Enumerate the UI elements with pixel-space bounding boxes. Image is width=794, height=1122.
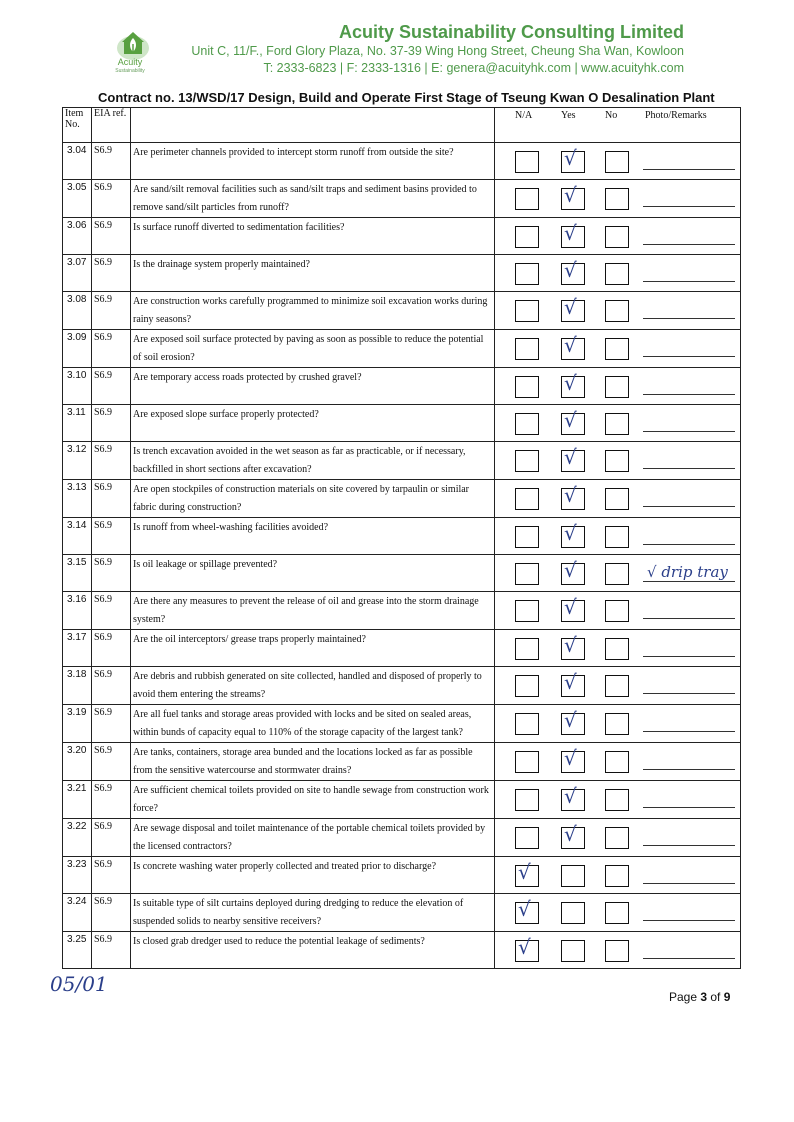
row-answers	[495, 555, 741, 592]
checkmark-icon: √	[564, 258, 577, 282]
checkbox-yes[interactable]	[561, 146, 585, 173]
checkbox-yes[interactable]	[561, 221, 585, 248]
row-item-number: 3.04	[63, 143, 92, 180]
checkbox-no[interactable]	[605, 827, 629, 849]
checkmark-icon: √	[564, 333, 577, 357]
row-question: Are exposed slope surface properly protected?	[131, 405, 495, 442]
row-question: Are tanks, containers, storage area bunded and the locations locked as far as possible from the sensitive watercourse and stormwater drains?	[131, 743, 495, 781]
remarks-line[interactable]	[643, 883, 735, 884]
checkbox-yes[interactable]	[561, 633, 585, 660]
checkbox-yes[interactable]	[561, 521, 585, 548]
checkbox-na[interactable]	[515, 226, 539, 248]
checkbox-yes[interactable]	[561, 408, 585, 435]
header-na: N/A	[515, 110, 533, 121]
checkbox-no[interactable]	[605, 751, 629, 773]
table-row	[63, 819, 741, 857]
table-row	[63, 667, 741, 705]
checkbox-na[interactable]	[515, 488, 539, 510]
table-row	[63, 592, 741, 630]
row-answers	[495, 667, 741, 705]
row-eia-ref: S6.9	[92, 368, 131, 405]
checkmark-icon: √	[564, 221, 577, 245]
checkbox-no[interactable]	[605, 940, 629, 962]
checkmark-icon: √	[564, 633, 577, 657]
row-eia-ref: S6.9	[92, 405, 131, 442]
checkbox-yes[interactable]	[561, 558, 585, 585]
table-row	[63, 894, 741, 932]
checkbox-yes[interactable]	[561, 784, 585, 811]
table-row	[63, 218, 741, 255]
remarks-line[interactable]	[643, 169, 735, 170]
row-answers	[495, 180, 741, 218]
row-question: Is suitable type of silt curtains deployed during dredging to reduce the elevation of suspended solids to nearby sensitive receivers?	[131, 894, 495, 932]
page-prefix: Page	[669, 990, 701, 1004]
logo-wordmark	[100, 58, 160, 76]
row-answers	[495, 630, 741, 667]
checkbox-na[interactable]	[515, 935, 539, 962]
row-answers	[495, 857, 741, 894]
table-row	[63, 857, 741, 894]
row-question: Are open stockpiles of construction materials on site covered by tarpaulin or similar fabric during construction?	[131, 480, 495, 518]
remarks-line[interactable]	[643, 693, 735, 694]
row-item-number: 3.23	[63, 857, 92, 894]
remarks-line[interactable]	[643, 356, 735, 357]
row-question: Is oil leakage or spillage prevented?	[131, 555, 495, 592]
header-eia: EIA ref.	[92, 108, 131, 143]
remarks-line[interactable]	[643, 731, 735, 732]
row-question: Is closed grab dredger used to reduce the potential leakage of sediments?	[131, 932, 495, 969]
checkbox-no[interactable]	[605, 263, 629, 285]
table-row	[63, 292, 741, 330]
checkmark-icon: √	[564, 408, 577, 432]
checkbox-no[interactable]	[605, 526, 629, 548]
checkmark-icon: √	[564, 558, 577, 582]
checkbox-yes[interactable]	[561, 258, 585, 285]
row-question: Is surface runoff diverted to sedimentation facilities?	[131, 218, 495, 255]
checklist-table	[62, 107, 741, 969]
row-question: Are temporary access roads protected by crushed gravel?	[131, 368, 495, 405]
table-row	[63, 932, 741, 969]
checkmark-icon: √	[564, 295, 577, 319]
table-row	[63, 743, 741, 781]
row-item-number: 3.06	[63, 218, 92, 255]
row-question: Are construction works carefully programmed to minimize soil excavation works during rainy seasons?	[131, 292, 495, 330]
remarks-line[interactable]	[643, 206, 735, 207]
row-eia-ref: S6.9	[92, 857, 131, 894]
checkmark-icon: √	[564, 822, 577, 846]
checkbox-yes[interactable]	[561, 902, 585, 924]
remarks-line[interactable]	[643, 581, 735, 582]
checkmark-icon: √	[564, 521, 577, 545]
checkbox-yes[interactable]	[561, 822, 585, 849]
logo-subtext: Sustainability	[115, 68, 145, 74]
checkmark-icon: √	[564, 371, 577, 395]
checkbox-na[interactable]	[515, 151, 539, 173]
table-row	[63, 781, 741, 819]
logo-text: Acuity	[117, 57, 143, 67]
remark-text: √ drip tray	[647, 563, 728, 581]
checkbox-na[interactable]	[515, 563, 539, 585]
row-item-number: 3.05	[63, 180, 92, 218]
remarks-line[interactable]	[643, 318, 735, 319]
row-answers	[495, 255, 741, 292]
header-question	[131, 108, 495, 143]
company-contact: T: 2333-6823 | F: 2333-1316 | E: genera@acuityhk.com | www.acuityhk.com	[263, 61, 684, 75]
row-answers	[495, 143, 741, 180]
checkmark-icon: √	[518, 897, 531, 921]
row-question: Are the oil interceptors/ grease traps properly maintained?	[131, 630, 495, 667]
checkbox-na[interactable]	[515, 526, 539, 548]
checkbox-na[interactable]	[515, 300, 539, 322]
checkmark-icon: √	[564, 784, 577, 808]
checkbox-no[interactable]	[605, 600, 629, 622]
checklist-rows	[63, 143, 741, 969]
checkbox-no[interactable]	[605, 413, 629, 435]
checkbox-na[interactable]	[515, 827, 539, 849]
row-eia-ref: S6.9	[92, 592, 131, 630]
remarks-line[interactable]	[643, 244, 735, 245]
checkbox-no[interactable]	[605, 300, 629, 322]
header-yes: Yes	[561, 110, 576, 121]
checkbox-yes[interactable]	[561, 746, 585, 773]
row-answers	[495, 932, 741, 969]
page-sep: of	[707, 990, 724, 1004]
checkbox-na[interactable]	[515, 713, 539, 735]
row-question: Are debris and rubbish generated on site collected, handled and disposed of properly to avoid them entering the streams?	[131, 667, 495, 705]
checkbox-no[interactable]	[605, 188, 629, 210]
row-question: Are exposed soil surface protected by paving as soon as possible to reduce the potential of soil erosion?	[131, 330, 495, 368]
checkmark-icon: √	[564, 183, 577, 207]
checkmark-icon: √	[564, 146, 577, 170]
row-answers	[495, 405, 741, 442]
contract-title: Contract no. 13/WSD/17 Design, Build and Operate First Stage of Tseung Kwan O Desalination Plant	[98, 90, 715, 105]
checkbox-no[interactable]	[605, 151, 629, 173]
checkbox-na[interactable]	[515, 263, 539, 285]
checkbox-na[interactable]	[515, 413, 539, 435]
checkbox-yes[interactable]	[561, 371, 585, 398]
row-eia-ref: S6.9	[92, 781, 131, 819]
header-row	[63, 108, 741, 143]
row-item-number: 3.11	[63, 405, 92, 442]
remarks-line[interactable]	[643, 769, 735, 770]
table-row	[63, 405, 741, 442]
row-item-number: 3.17	[63, 630, 92, 667]
row-eia-ref: S6.9	[92, 330, 131, 368]
checkbox-no[interactable]	[605, 488, 629, 510]
table-row	[63, 368, 741, 405]
checkmark-icon: √	[564, 670, 577, 694]
table-row	[63, 555, 741, 592]
row-eia-ref: S6.9	[92, 180, 131, 218]
row-item-number: 3.14	[63, 518, 92, 555]
row-eia-ref: S6.9	[92, 218, 131, 255]
table-row	[63, 180, 741, 218]
checkbox-yes[interactable]	[561, 333, 585, 360]
row-item-number: 3.09	[63, 330, 92, 368]
row-item-number: 3.15	[63, 555, 92, 592]
page-number	[669, 990, 730, 1004]
table-row	[63, 518, 741, 555]
row-eia-ref: S6.9	[92, 255, 131, 292]
row-item-number: 3.19	[63, 705, 92, 743]
checkbox-na[interactable]	[515, 376, 539, 398]
checkmark-icon: √	[564, 483, 577, 507]
checkmark-icon: √	[564, 708, 577, 732]
remarks-line[interactable]	[643, 656, 735, 657]
row-eia-ref: S6.9	[92, 292, 131, 330]
checkmark-icon: √	[564, 595, 577, 619]
row-answers	[495, 819, 741, 857]
row-question: Is concrete washing water properly collected and treated prior to discharge?	[131, 857, 495, 894]
table-row	[63, 480, 741, 518]
remarks-line[interactable]	[643, 845, 735, 846]
checkbox-no[interactable]	[605, 902, 629, 924]
remarks-line[interactable]	[643, 394, 735, 395]
checkmark-icon: √	[518, 860, 531, 884]
row-answers	[495, 518, 741, 555]
row-question: Are sufficient chemical toilets provided on site to handle sewage from construction work force?	[131, 781, 495, 819]
row-answers	[495, 705, 741, 743]
row-answers	[495, 743, 741, 781]
row-eia-ref: S6.9	[92, 705, 131, 743]
row-question: Is trench excavation avoided in the wet season as far as practicable, or if necessary, backfilled in short sections after excavation?	[131, 442, 495, 480]
row-item-number: 3.21	[63, 781, 92, 819]
row-answers	[495, 442, 741, 480]
checkbox-yes[interactable]	[561, 595, 585, 622]
row-item-number: 3.08	[63, 292, 92, 330]
header-remarks: Photo/Remarks	[645, 110, 707, 121]
row-eia-ref: S6.9	[92, 442, 131, 480]
checkbox-na[interactable]	[515, 789, 539, 811]
checkbox-no[interactable]	[605, 338, 629, 360]
checkbox-no[interactable]	[605, 713, 629, 735]
row-question: Are perimeter channels provided to intercept storm runoff from outside the site?	[131, 143, 495, 180]
checkbox-na[interactable]	[515, 450, 539, 472]
checkbox-no[interactable]	[605, 638, 629, 660]
row-question: Are all fuel tanks and storage areas provided with locks and be sited on sealed areas, within bunds of capacity equal to 110% of the storage capacity of the largest tank?	[131, 705, 495, 743]
row-answers	[495, 292, 741, 330]
page-total: 9	[723, 990, 731, 1004]
remarks-line[interactable]	[643, 920, 735, 921]
row-item-number: 3.24	[63, 894, 92, 932]
row-item-number: 3.07	[63, 255, 92, 292]
remarks-line[interactable]	[643, 958, 735, 959]
checkbox-no[interactable]	[605, 376, 629, 398]
row-eia-ref: S6.9	[92, 743, 131, 781]
row-eia-ref: S6.9	[92, 555, 131, 592]
checkbox-na[interactable]	[515, 600, 539, 622]
company-name: Acuity Sustainability Consulting Limited	[338, 22, 684, 42]
remarks-line[interactable]	[643, 468, 735, 469]
table-row	[63, 143, 741, 180]
checkbox-na[interactable]	[515, 897, 539, 924]
remarks-line[interactable]	[643, 506, 735, 507]
checkbox-yes[interactable]	[561, 708, 585, 735]
table-row	[63, 442, 741, 480]
checkmark-icon: √	[564, 445, 577, 469]
row-item-number: 3.18	[63, 667, 92, 705]
row-item-number: 3.20	[63, 743, 92, 781]
row-item-number: 3.12	[63, 442, 92, 480]
row-answers	[495, 781, 741, 819]
checklist-sheet	[62, 107, 740, 959]
checkmark-icon: √	[518, 935, 531, 959]
row-answers	[495, 330, 741, 368]
table-row	[63, 630, 741, 667]
checkbox-na[interactable]	[515, 338, 539, 360]
row-item-number: 3.13	[63, 480, 92, 518]
row-eia-ref: S6.9	[92, 143, 131, 180]
checkbox-yes[interactable]	[561, 183, 585, 210]
header-answers	[495, 108, 741, 143]
row-question: Are sand/silt removal facilities such as sand/silt traps and sediment basins provided to remove sand/silt particles from runoff?	[131, 180, 495, 218]
row-eia-ref: S6.9	[92, 819, 131, 857]
checkbox-yes[interactable]	[561, 865, 585, 887]
row-eia-ref: S6.9	[92, 932, 131, 969]
table-row	[63, 330, 741, 368]
row-question: Is runoff from wheel-washing facilities avoided?	[131, 518, 495, 555]
remarks-line[interactable]	[643, 431, 735, 432]
page-current: 3	[700, 990, 708, 1004]
checkbox-yes[interactable]	[561, 670, 585, 697]
table-row	[63, 705, 741, 743]
row-answers	[495, 592, 741, 630]
row-eia-ref: S6.9	[92, 894, 131, 932]
table-row	[63, 255, 741, 292]
row-eia-ref: S6.9	[92, 518, 131, 555]
checkbox-no[interactable]	[605, 789, 629, 811]
checkbox-yes[interactable]	[561, 483, 585, 510]
checkbox-yes[interactable]	[561, 940, 585, 962]
checkbox-na[interactable]	[515, 638, 539, 660]
row-answers	[495, 218, 741, 255]
remarks-line[interactable]	[643, 807, 735, 808]
row-eia-ref: S6.9	[92, 480, 131, 518]
row-question: Is the drainage system properly maintained?	[131, 255, 495, 292]
checkbox-no[interactable]	[605, 563, 629, 585]
header-item: Item No.	[63, 108, 92, 143]
row-eia-ref: S6.9	[92, 667, 131, 705]
company-address: Unit C, 11/F., Ford Glory Plaza, No. 37-39 Wing Hong Street, Cheung Sha Wan, Kowloon	[191, 44, 684, 58]
row-item-number: 3.25	[63, 932, 92, 969]
checkbox-no[interactable]	[605, 450, 629, 472]
remarks-line[interactable]	[643, 618, 735, 619]
checkbox-no[interactable]	[605, 675, 629, 697]
row-question: Are sewage disposal and toilet maintenance of the portable chemical toilets provided by the licensed contractors?	[131, 819, 495, 857]
checkbox-no[interactable]	[605, 865, 629, 887]
row-item-number: 3.22	[63, 819, 92, 857]
remarks-line[interactable]	[643, 544, 735, 545]
checkbox-na[interactable]	[515, 860, 539, 887]
header-no: No	[605, 110, 618, 121]
row-eia-ref: S6.9	[92, 630, 131, 667]
row-answers	[495, 368, 741, 405]
remarks-line[interactable]	[643, 281, 735, 282]
checkbox-yes[interactable]	[561, 445, 585, 472]
row-item-number: 3.16	[63, 592, 92, 630]
row-answers	[495, 480, 741, 518]
handwritten-date: 05/01	[50, 972, 108, 996]
row-item-number: 3.10	[63, 368, 92, 405]
checkbox-no[interactable]	[605, 226, 629, 248]
checkbox-na[interactable]	[515, 188, 539, 210]
checkbox-na[interactable]	[515, 751, 539, 773]
checkmark-icon: √	[564, 746, 577, 770]
row-answers	[495, 894, 741, 932]
checkbox-na[interactable]	[515, 675, 539, 697]
checkbox-yes[interactable]	[561, 295, 585, 322]
row-question: Are there any measures to prevent the release of oil and grease into the storm drainage system?	[131, 592, 495, 630]
